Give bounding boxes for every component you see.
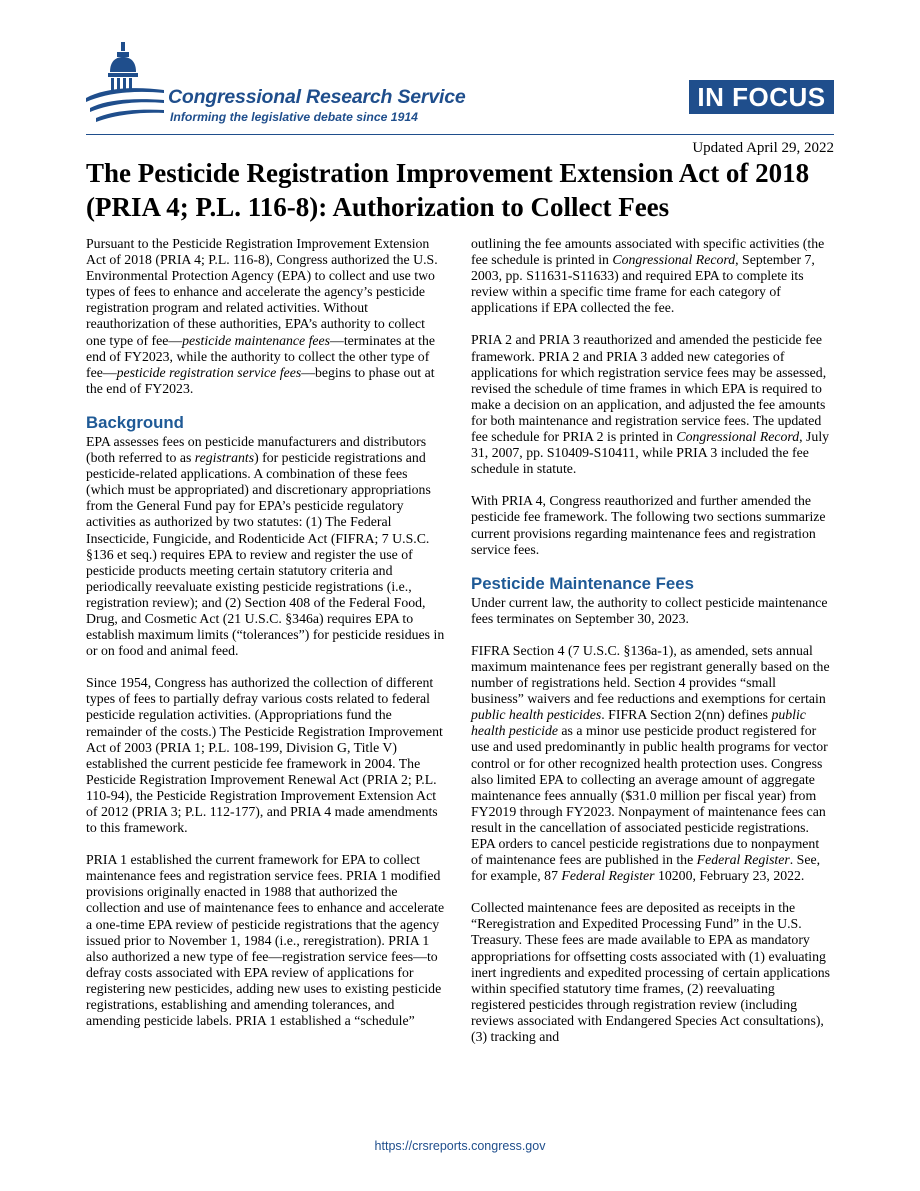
maintenance-fees-heading: Pesticide Maintenance Fees (471, 573, 694, 593)
header-divider (86, 134, 834, 135)
page-header (0, 0, 920, 140)
background-paragraph-2: Since 1954, Congress has authorized the collection of different types of fees to partially defray various costs related to federal pesticide regulation activities. (Appropriations fund the remainder of the costs.) The Pesticide Registration Improvement Act of 2003 (PRIA 1; P.L. 108-199, Division G, Title V) established the current pesticide fee framework in 2004. The Pesticide Registration Improvement Renewal Act (PRIA 2; P.L. 110-94), the Pesticide Registration Improvement Extension Act of 2012 (PRIA 3; P.L. 112-177), and PRIA 4 made amendments to this framework. (86, 675, 443, 836)
intro-paragraph: Pursuant to the Pesticide Registration Improvement Extension Act of 2018 (PRIA 4; P.L. 116-8), Congress authorized the U.S. Environmental Protection Agency (EPA) to collect and use two types of fees to enhance and accelerate the agency’s pesticide registration program and related activities. Without reauthorization of these authorities, EPA’s authority to collect one type of fee—pesticide maintenance fees—terminates at the end of FY2023, while the authority to collect the other type of fee—pesticide registration service fees—begins to phase out at the end of FY2023. (86, 236, 438, 396)
collected-fees-paragraph: Collected maintenance fees are deposited as receipts in the “Reregistration and Expedited Processing Fund” in the U.S. Treasury. These fees are made available to EPA as mandatory appropriations for offsetting costs associated with (1) evaluating inert ingredients and expedited processing of certain applications within specified statutory time frames, (2) reevaluating registered pesticides through registration review (including reviews associated with Endangered Species Act consultations), (3) tracking and (471, 900, 830, 1045)
org-tagline: Informing the legislative debate since 1914 (170, 110, 418, 124)
maintenance-termination-paragraph: Under current law, the authority to collect pesticide maintenance fees terminates on September 30, 2023. (471, 594, 828, 626)
background-heading: Background (86, 412, 184, 432)
background-paragraph-3: PRIA 1 established the current framework for EPA to collect maintenance fees and registration service fees. PRIA 1 modified provisions originally enacted in 1988 that authorized the collection and use of maintenance fees to enhance and accelerate a one-time EPA review of pesticide registrations that the agency issued prior to November 1, 1984 (i.e., reregistration). PRIA 1 also authorized a new type of fee—registration service fees—to defray costs associated with EPA review of applications for registering new pesticides, adding new uses to existing pesticide registrations, establishing and amending tolerances, and amending pesticide labels. PRIA 1 established a “schedule” (86, 852, 445, 1029)
document-title: The Pesticide Registration Improvement Extension Act of 2018 (PRIA 4; P.L. 116-8): Authorization to Collect Fees (86, 158, 810, 222)
footer-url-link[interactable]: https://crsreports.congress.gov (374, 1139, 546, 1153)
updated-date: Updated April 29, 2022 (692, 140, 834, 156)
pria-4-paragraph: With PRIA 4, Congress reauthorized and further amended the pesticide fee framework. The following two sections summarize current provisions regarding maintenance fees and registration service fees. (471, 493, 826, 557)
pria-2-3-paragraph: PRIA 2 and PRIA 3 reauthorized and amended the pesticide fee framework. PRIA 2 and PRIA 3 added new categories of applications for which registration service fees may be assessed, revised the schedule of time frames in which EPA is required to make a decision on an application, and adjusted the fee amounts for both maintenance and registration service fees. The updated fee schedule for PRIA 2 is printed in Congressional Record, July 31, 2007, pp. S10409-S10411, while PRIA 3 included the fee schedule in statute. (471, 332, 830, 477)
fee-schedule-paragraph: outlining the fee amounts associated with specific activities (the fee schedule is printed in Congressional Record, September 7, 2003, pp. S11631-S11633) and required EPA to complete its review within a specific time frame for each category of applications if EPA collected the fee. (471, 236, 825, 316)
background-paragraph-1: EPA assesses fees on pesticide manufacturers and distributors (both referred to as registrants) for pesticide registrations and pesticide-related applications. A combination of these fees (which must be appropriated) and discretionary appropriations from the General Fund pay for EPA’s pesticide regulatory activities as authorized by two statutes: (1) The Federal Insecticide, Fungicide, and Rodenticide Act (FIFRA; 7 U.S.C. §136 et seq.) requires EPA to review and register the use of pesticide products meeting certain statutory criteria and periodically reevaluate existing pesticide registrations (i.e., registration review); and (2) Section 408 of the Federal Food, Drug, and Cosmetic Act (21 U.S.C. §346a) requires EPA to establish maximum limits (“tolerances”) for pesticide residues in or on food and animal feed. (86, 433, 445, 659)
right-column (471, 236, 831, 1061)
in-focus-badge: IN FOCUS (689, 80, 834, 114)
left-column (86, 236, 446, 1045)
capitol-dome-logo-icon (84, 40, 166, 122)
fifra-section-4-paragraph: FIFRA Section 4 (7 U.S.C. §136a-1), as amended, sets annual maximum maintenance fees per registrant generally based on the number of registrations held. Section 4 provides “small business” waivers and fee reductions and exemptions for certain public health pesticides. FIFRA Section 2(nn) defines public health pesticide as a minor use pesticide product registered for use and used predominantly in public health programs for vector control or for other recognized health protection uses. Congress also limited EPA to collecting an average amount of aggregate maintenance fees annually ($31.0 million per fiscal year) from FY2019 through FY2023. Nonpayment of maintenance fees can result in the cancellation of associated pesticide registrations. EPA orders to cancel pesticide registrations due to nonpayment of maintenance fees are published in the Federal Register. See, for example, 87 Federal Register 10200, February 23, 2022. (471, 642, 830, 884)
org-name: Congressional Research Service (168, 86, 466, 108)
